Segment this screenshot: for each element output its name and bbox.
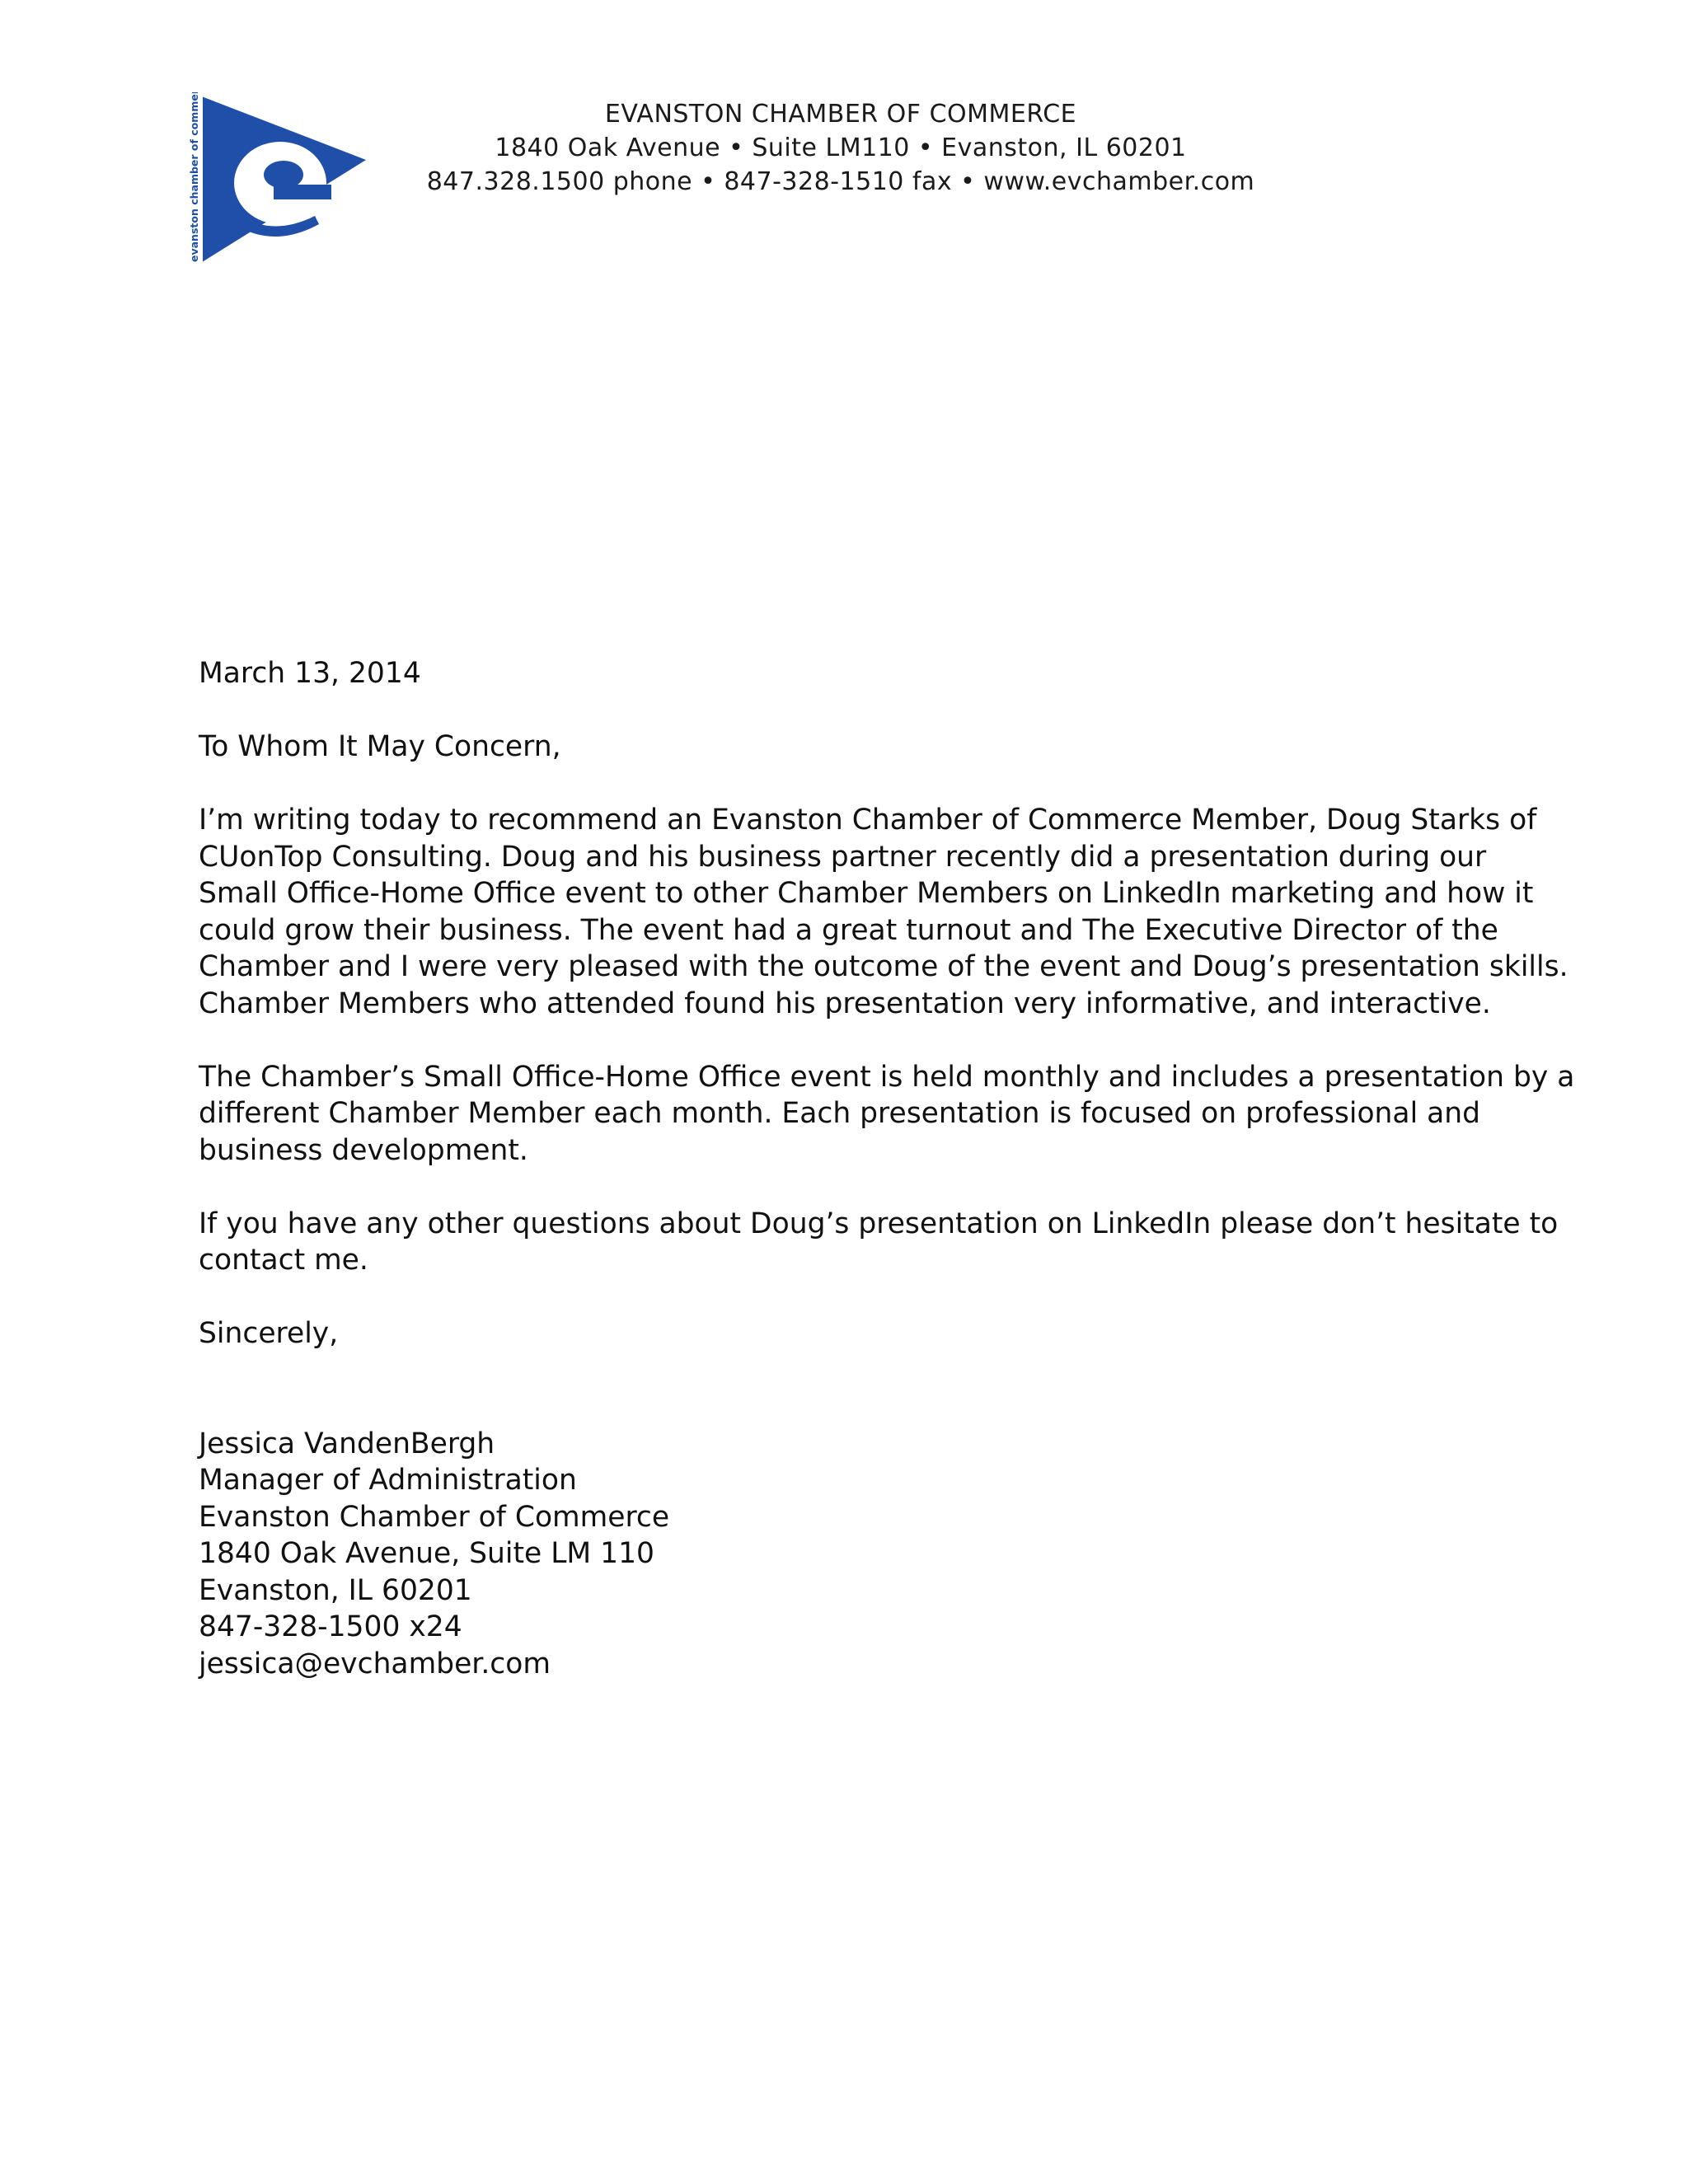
paragraph-1-line: CUonTop Consulting. Doug and his business partner recently did a presentation during our (199, 840, 1487, 874)
letter-date: March 13, 2014 (199, 657, 421, 690)
logo-vertical-text: evanston chamber of commerce (188, 92, 200, 262)
paragraph-2 (199, 1059, 1575, 1169)
letter-body (199, 655, 1575, 1682)
paragraph-3-line: If you have any other questions about Doug’s presentation on LinkedIn please don’t hesitate to (199, 1207, 1559, 1240)
signature-street: 1840 Oak Avenue, Suite LM 110 (199, 1537, 654, 1570)
letter-salutation: To Whom It May Concern, (199, 730, 561, 763)
signature-name: Jessica VandenBergh (199, 1427, 495, 1460)
letterhead (346, 97, 1335, 199)
paragraph-1 (199, 802, 1568, 1022)
paragraph-1-line: Chamber and I were very pleased with the outcome of the event and Doug’s presentation skills. (199, 950, 1568, 983)
letterhead-address: 1840 Oak Avenue • Suite LM110 • Evanston, IL 60201 (495, 134, 1187, 162)
signature-email: jessica@evchamber.com (199, 1647, 551, 1680)
logo-e-bar (274, 185, 331, 199)
signature-org: Evanston Chamber of Commerce (199, 1500, 670, 1534)
paragraph-2-line: business development. (199, 1133, 528, 1167)
chamber-logo (183, 92, 373, 267)
signature-title: Manager of Administration (199, 1464, 577, 1497)
chamber-logo-graphic (183, 92, 373, 267)
letterhead-contact: 847.328.1500 phone • 847-328-1510 fax • www.evchamber.com (426, 167, 1255, 196)
signature-city: Evanston, IL 60201 (199, 1573, 472, 1607)
letterhead-org: EVANSTON CHAMBER OF COMMERCE (604, 100, 1077, 129)
signature-block (199, 1426, 1517, 1683)
paragraph-3 (199, 1206, 1559, 1279)
paragraph-1-line: could grow their business. The event had a great turnout and The Executive Director of the (199, 913, 1498, 947)
paragraph-2-line: The Chamber’s Small Office-Home Office event is held monthly and includes a presentation by a (199, 1060, 1575, 1094)
paragraph-1-line: Small Office-Home Office event to other Chamber Members on LinkedIn marketing and how it (199, 877, 1534, 910)
paragraph-3-line: contact me. (199, 1244, 368, 1277)
paragraph-1-line: Chamber Members who attended found his presentation very informative, and interactive. (199, 987, 1491, 1020)
paragraph-2-line: different Chamber Member each month. Each presentation is focused on professional and (199, 1097, 1481, 1130)
signature-phone: 847-328-1500 x24 (199, 1610, 462, 1643)
paragraph-1-line: I’m writing today to recommend an Evanston Chamber of Commerce Member, Doug Starks of (199, 804, 1537, 837)
logo-e-eye (264, 161, 303, 189)
letter-closing: Sincerely, (199, 1317, 339, 1350)
